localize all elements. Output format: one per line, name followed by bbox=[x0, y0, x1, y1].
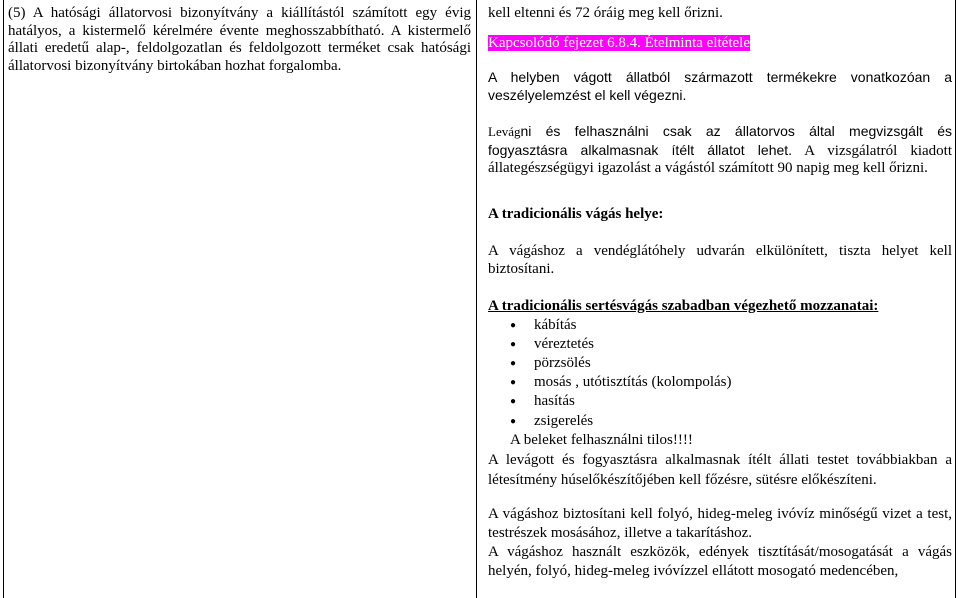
slaughter-place-heading: A tradicionális vágás helye: bbox=[488, 205, 664, 222]
forbidden-note: A beleket felhasználni tilos!!!! bbox=[510, 431, 693, 448]
list-item: ● pörzsölés bbox=[488, 354, 952, 373]
list-item: ● zsigerelés bbox=[488, 412, 952, 431]
steps-list bbox=[488, 316, 952, 431]
processing-paragraph: A levágott és fogyasztásra alkalmasnak ítélt állati testet továbbiakban a létesítmény húselőkészítőjében kell főzésre, sütésre előkészíteni. bbox=[488, 451, 952, 488]
slaughter-rules-paragraph: Levágni és felhasználni csak az állatorvos által megvizsgált és fogyasztásra alkalmasnak ítélt állatot lehet. A vizsgálatról kiadott állategészségügyi igazolást a vágástól számított 90 napig meg kell őrizni. bbox=[488, 123, 952, 176]
left-column bbox=[8, 0, 471, 75]
related-chapter-link[interactable]: Kapcsolódó fejezet 6.8.4. Ételminta eltétele bbox=[488, 34, 750, 51]
tools-paragraph: A vágáshoz használt eszközök, edények tisztítását/mosogatását a vágás helyén, folyó, hideg-meleg ivóvízzel ellátott mosogató medencében, bbox=[488, 543, 952, 579]
steps-heading: A tradicionális sertésvágás szabadban végezhető mozzanatai: bbox=[488, 298, 879, 314]
list-item: ● kábítás bbox=[488, 316, 952, 335]
sample-storage-line: kell eltenni és 72 óráig meg kell őrizni. bbox=[488, 5, 723, 21]
hazard-analysis-paragraph: A helyben vágott állatból származott termékekre vonatkozóan a veszélyelemzést el kell végezni. bbox=[488, 69, 952, 103]
right-column bbox=[488, 0, 952, 581]
water-paragraph: A vágáshoz biztosítani kell folyó, hideg-meleg ivóvíz minőségű vizet a test, testrészek mosásához, illetve a takarításhoz. bbox=[488, 505, 952, 541]
validity-paragraph: (5) A hatósági állatorvosi bizonyítvány a kiállítástól számított egy évig hatályos, a kistermelő kérelmére évente meghosszabbítható. A kistermelő állati eredetű alap-, feldolgozatlan és feldolgozott terméket csak hatósági állatorvosi bizonyítvány birtokában hozhat forgalomba. bbox=[8, 5, 471, 74]
related-chapter-line bbox=[488, 35, 952, 53]
slaughter-place-text: A vágáshoz a vendéglátóhely udvarán elkülönített, tiszta helyet kell biztosítani. bbox=[488, 243, 952, 277]
column-divider bbox=[476, 0, 477, 598]
list-item: ● hasítás bbox=[488, 392, 952, 411]
list-item: ● mosás , utótisztítás (kolompolás) bbox=[488, 373, 952, 392]
list-item: ● véreztetés bbox=[488, 335, 952, 354]
